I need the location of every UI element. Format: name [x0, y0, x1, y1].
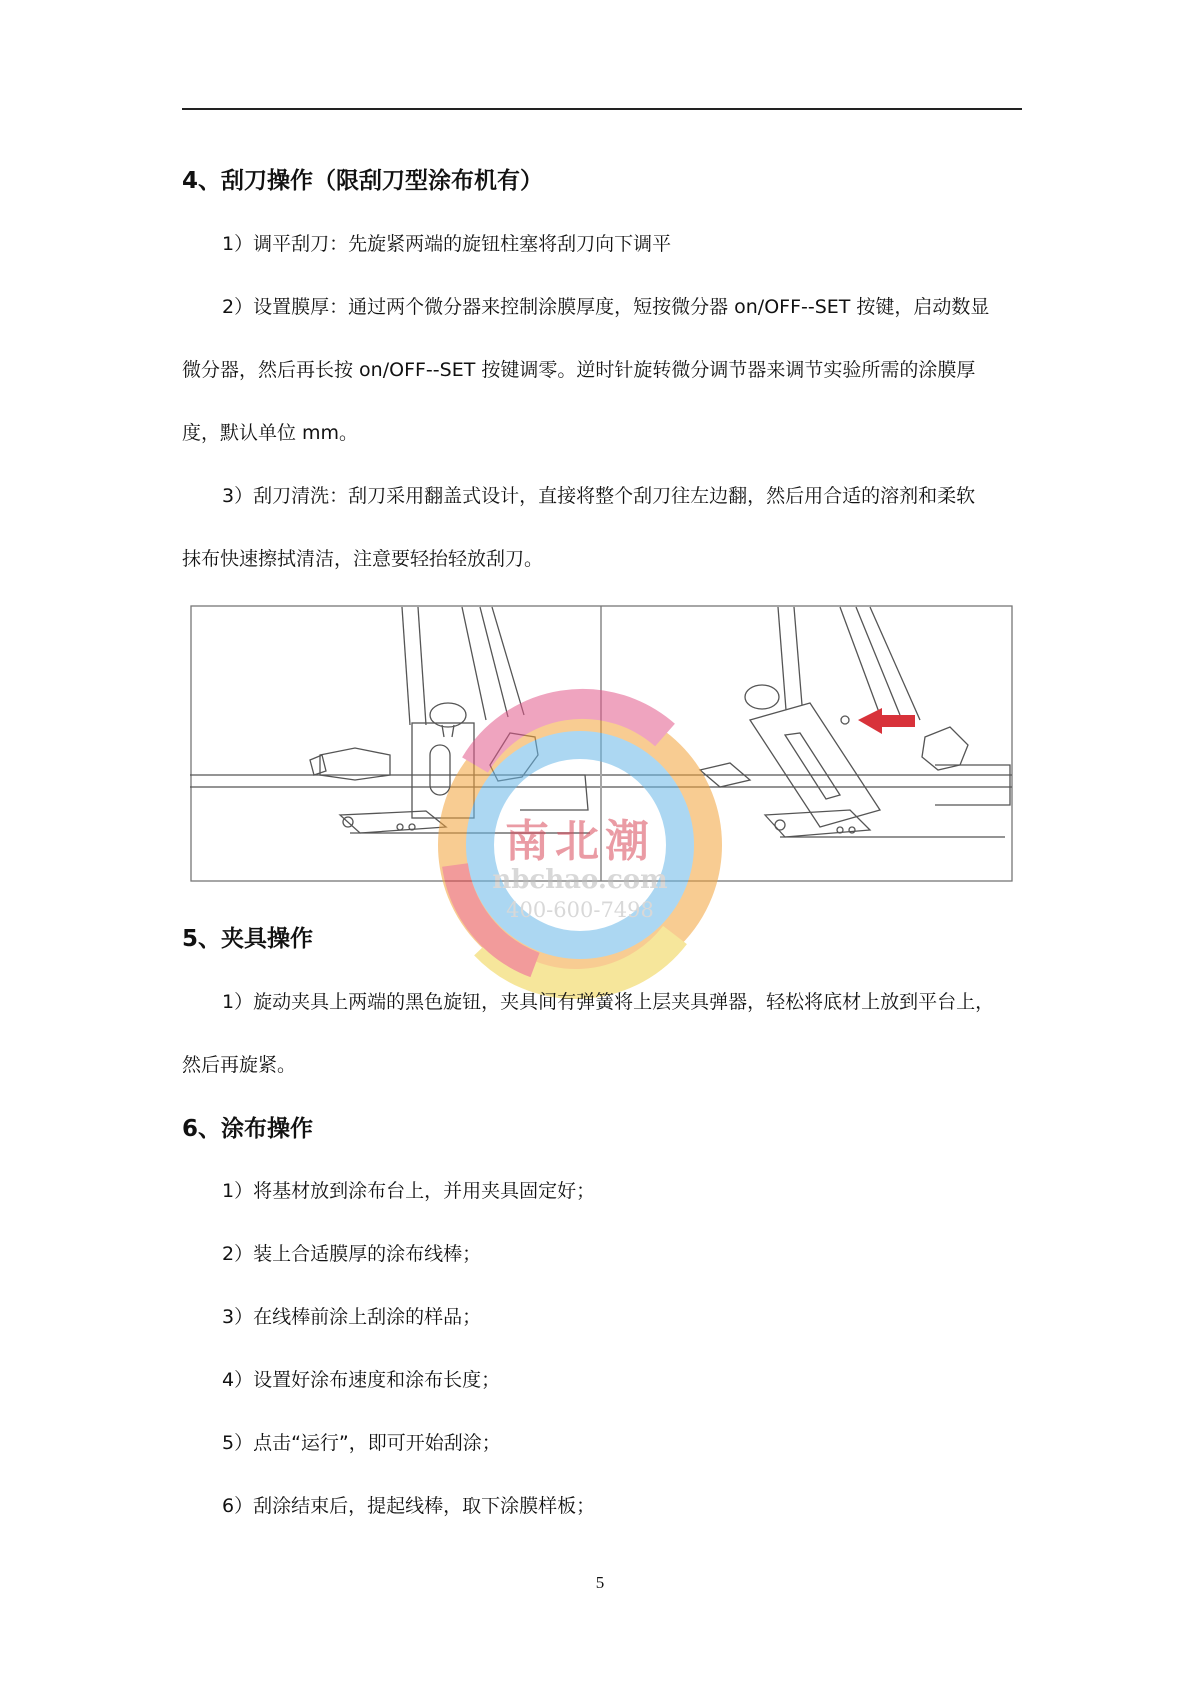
section-4-paragraph-2-line-2: 微分器，然后再长按 on/OFF--SET 按键调零。逆时针旋转微分调节器来调节实验所需的涂膜厚 — [182, 359, 976, 381]
section-4-heading: 4、刮刀操作（限刮刀型涂布机有） — [182, 168, 544, 194]
section-6-step-4: 4）设置好涂布速度和涂布长度； — [222, 1369, 501, 1391]
scraper-flipped-drawing — [602, 607, 1012, 837]
red-arrow-icon — [858, 708, 915, 734]
section-6-step-6: 6）刮涂结束后，提起线棒，取下涂膜样板； — [222, 1495, 596, 1517]
section-4-paragraph-2-line-1: 2）设置膜厚：通过两个微分器来控制涂膜厚度，短按微分器 on/OFF--SET 按键，启动数显 — [222, 296, 990, 318]
section-4-paragraph-2-line-3: 度，默认单位 mm。 — [182, 422, 359, 444]
section-5-heading: 5、夹具操作 — [182, 926, 314, 952]
section-6-step-2: 2）装上合适膜厚的涂布线棒； — [222, 1243, 482, 1265]
section-5-paragraph-line-1: 1）旋动夹具上两端的黑色旋钮，夹具间有弹簧将上层夹具弹器，轻松将底材上放到平台上， — [222, 991, 995, 1013]
section-4-paragraph-3-line-2: 抹布快速擦拭清洁，注意要轻抬轻放刮刀。 — [182, 548, 544, 570]
section-4-paragraph-3-line-1: 3）刮刀清洗：刮刀采用翻盖式设计，直接将整个刮刀往左边翻，然后用合适的溶剂和柔软 — [222, 485, 976, 507]
watermark-domain: nbchao.com — [492, 865, 668, 895]
section-6-heading: 6、涂布操作 — [182, 1116, 314, 1142]
section-6-step-5: 5）点击“运行”，即可开始刮涂； — [222, 1432, 501, 1454]
scraper-figure — [190, 605, 1013, 882]
header-rule — [182, 108, 1022, 110]
section-6-step-3: 3）在线棒前涂上刮涂的样品； — [222, 1306, 482, 1328]
section-6-step-1: 1）将基材放到涂布台上，并用夹具固定好； — [222, 1180, 596, 1202]
section-4-paragraph-1: 1）调平刮刀：先旋紧两端的旋钮柱塞将刮刀向下调平 — [222, 233, 672, 255]
watermark-phone: 400-600-7498 — [506, 898, 654, 922]
page-number: 5 — [595, 1573, 605, 1592]
watermark-name: 南北潮 — [505, 816, 655, 867]
section-5-paragraph-line-2: 然后再旋紧。 — [182, 1054, 297, 1076]
scraper-lowered-drawing — [190, 607, 600, 833]
